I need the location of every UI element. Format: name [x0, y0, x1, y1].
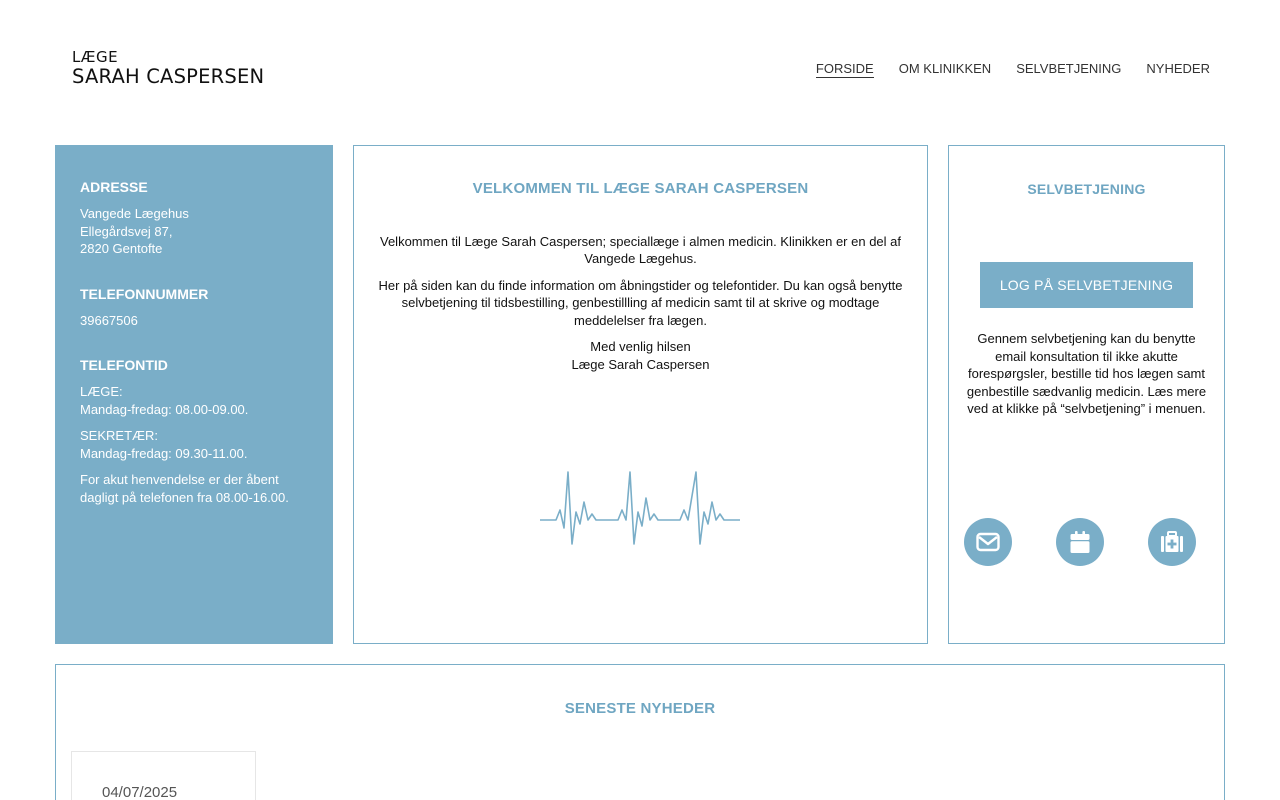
medical-kit-icon[interactable] — [1148, 518, 1196, 566]
address-text — [80, 205, 308, 258]
welcome-card — [353, 145, 928, 644]
news-item-date: 04/07/2025 — [102, 784, 178, 800]
address-heading: ADRESSE — [80, 179, 148, 195]
nav-item-forside[interactable]: FORSIDE — [815, 61, 874, 76]
urgent-note-line-1: For akut henvendelse er der åbent — [80, 472, 279, 487]
heartbeat-icon — [540, 468, 742, 548]
calendar-icon[interactable] — [1056, 518, 1104, 566]
welcome-title: VELKOMMEN TIL LÆGE SARAH CASPERSEN — [472, 180, 809, 197]
welcome-body — [376, 233, 905, 373]
address-line-3: 2820 Gentofte — [80, 241, 163, 256]
urgent-contact-note — [80, 471, 308, 506]
phone-number[interactable]: 39667506 — [80, 312, 138, 328]
self-service-icons — [964, 518, 1196, 566]
site-logo[interactable] — [72, 48, 264, 88]
nav-item-selvbetjening[interactable]: SELVBETJENING — [1016, 61, 1122, 76]
welcome-paragraph-1: Velkommen til Læge Sarah Caspersen; speciallæge i almen medicin. Klinikken er en del af Vangede Lægehus. — [380, 234, 901, 267]
welcome-greeting: Med venlig hilsen — [590, 339, 691, 355]
phone-block — [80, 286, 308, 330]
doctor-hours-label: LÆGE: — [80, 384, 123, 399]
phone-hours-block — [80, 357, 308, 506]
self-service-title: SELVBETJENING — [1027, 181, 1146, 197]
news-title: SENESTE NYHEDER — [564, 700, 716, 717]
news-item[interactable] — [71, 751, 256, 800]
clinic-info-panel — [55, 145, 333, 644]
doctor-hours-value: Mandag-fredag: 08.00-09.00. — [80, 401, 249, 417]
nav-item-nyheder[interactable]: NYHEDER — [1146, 61, 1210, 76]
urgent-note-line-2: dagligt på telefonen fra 08.00-16.00. — [80, 489, 289, 505]
address-line-2: Ellegårdsvej 87, — [80, 223, 173, 239]
secretary-hours — [80, 427, 308, 462]
address-block — [80, 179, 308, 258]
secretary-hours-label: SEKRETÆR: — [80, 428, 159, 443]
welcome-signoff — [376, 338, 905, 373]
logo-doctor-name: SARAH CASPERSEN — [72, 65, 265, 88]
welcome-signature: Læge Sarah Caspersen — [571, 356, 710, 372]
login-self-service-button[interactable]: LOG PÅ SELVBETJENING — [980, 262, 1193, 308]
phone-heading: TELEFONNUMMER — [80, 285, 209, 302]
main-navigation — [816, 61, 1210, 78]
address-line-1: Vangede Lægehus — [80, 206, 189, 221]
welcome-paragraph-2: Her på siden kan du finde information om åbningstider og telefontider. Du kan også benytte selvbetjening til tidsbestilling, genbestillling af medicin samt til at skrive og modtage meddelelser fra lægen. — [378, 278, 903, 328]
envelope-icon[interactable] — [964, 518, 1012, 566]
phone-hours-heading: TELEFONTID — [80, 357, 168, 373]
nav-item-om-klinikken[interactable]: OM KLINIKKEN — [898, 61, 992, 76]
secretary-hours-value: Mandag-fredag: 09.30-11.00. — [80, 445, 248, 461]
latest-news-section — [55, 664, 1225, 800]
self-service-description: Gennem selvbetjening kan du benytte email konsultation til ikke akutte forespørgsler, bestille tid hos lægen samt genbestille sædvanlig medicin. Læs mere ved at klikke på “selvbetjening” i menuen. — [966, 331, 1207, 416]
logo-title-prefix: LÆGE — [72, 48, 119, 66]
self-service-card — [948, 145, 1225, 644]
doctor-hours — [80, 383, 308, 418]
